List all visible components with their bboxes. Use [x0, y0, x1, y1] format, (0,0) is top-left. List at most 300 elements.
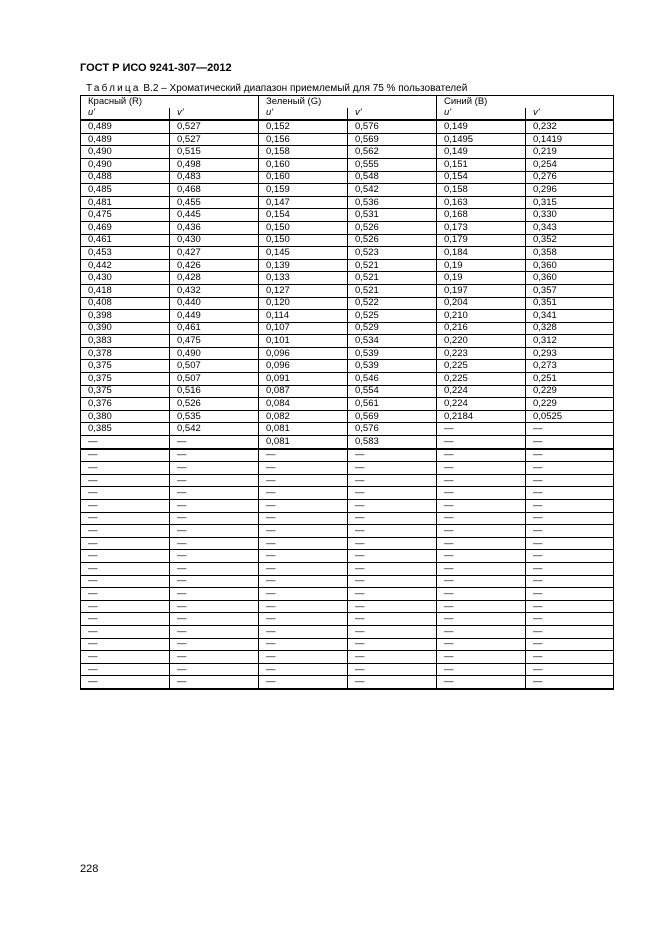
table-cell: 0,229	[526, 398, 614, 411]
table-cell: —	[81, 638, 170, 651]
table-cell: 0,534	[348, 335, 437, 348]
table-cell: 0,583	[348, 436, 437, 449]
table-cell: 0,576	[348, 120, 437, 133]
table-cell: 0,526	[170, 398, 259, 411]
table-cell: —	[526, 462, 614, 475]
table-cell: —	[437, 613, 526, 626]
table-row	[81, 462, 614, 475]
table-cell: 0,430	[170, 234, 259, 247]
table-cell: —	[526, 423, 614, 436]
table-cell: 0,453	[81, 247, 170, 260]
table-cell: —	[437, 625, 526, 638]
table-cell: —	[170, 525, 259, 538]
table-cell: —	[526, 487, 614, 500]
table-cell: 0,082	[259, 410, 348, 423]
table-cell: 0,229	[526, 385, 614, 398]
table-row	[81, 449, 614, 462]
table-cell: 0,133	[259, 272, 348, 285]
table-cell: 0,489	[81, 120, 170, 133]
table-cell: —	[170, 500, 259, 513]
table-cell: 0,445	[170, 209, 259, 222]
table-cell: 0,114	[259, 310, 348, 323]
table-cell: —	[81, 500, 170, 513]
table-cell: 0,150	[259, 234, 348, 247]
table-cell: 0,490	[81, 146, 170, 159]
table-cell: —	[526, 474, 614, 487]
chromaticity-table	[80, 95, 614, 690]
table-cell: 0,163	[437, 196, 526, 209]
table-cell: —	[348, 500, 437, 513]
table-row	[81, 474, 614, 487]
table-cell: —	[81, 613, 170, 626]
table-cell: 0,375	[81, 373, 170, 386]
table-cell: —	[348, 651, 437, 664]
table-cell: —	[526, 663, 614, 676]
table-cell: 0,483	[170, 171, 259, 184]
table-cell: 0,084	[259, 398, 348, 411]
table-cell: 0,158	[437, 184, 526, 197]
table-cell: 0,351	[526, 297, 614, 310]
table-cell: 0,507	[170, 360, 259, 373]
table-cell: 0,516	[170, 385, 259, 398]
table-cell: 0,475	[170, 335, 259, 348]
table-cell: —	[170, 676, 259, 689]
table-cell: —	[81, 562, 170, 575]
table-cell: —	[437, 651, 526, 664]
table-cell: —	[437, 500, 526, 513]
table-cell: 0,168	[437, 209, 526, 222]
table-row	[81, 133, 614, 146]
table-cell: —	[259, 550, 348, 563]
table-row	[81, 247, 614, 260]
table-cell: 0,527	[170, 133, 259, 146]
subheader-row	[81, 108, 614, 121]
table-cell: —	[81, 575, 170, 588]
table-cell: 0,091	[259, 373, 348, 386]
table-cell: —	[526, 625, 614, 638]
table-cell: —	[526, 575, 614, 588]
table-cell: —	[170, 449, 259, 462]
table-cell: —	[170, 537, 259, 550]
table-cell: 0,461	[170, 322, 259, 335]
table-cell: 0,341	[526, 310, 614, 323]
table-cell: —	[348, 550, 437, 563]
table-cell: —	[81, 462, 170, 475]
table-cell: 0,224	[437, 398, 526, 411]
table-cell: 0,328	[526, 322, 614, 335]
table-cell: —	[526, 512, 614, 525]
table-cell: —	[170, 550, 259, 563]
table-row	[81, 234, 614, 247]
table-cell: —	[437, 512, 526, 525]
table-cell: 0,481	[81, 196, 170, 209]
table-cell: 0,475	[81, 209, 170, 222]
table-cell: 0,548	[348, 171, 437, 184]
table-row	[81, 184, 614, 197]
table-row	[81, 613, 614, 626]
table-cell: 0,147	[259, 196, 348, 209]
table-row	[81, 410, 614, 423]
table-cell: 0,151	[437, 158, 526, 171]
table-cell: 0,296	[526, 184, 614, 197]
table-cell: 0,383	[81, 335, 170, 348]
table-cell: 0,087	[259, 385, 348, 398]
table-cell: —	[259, 613, 348, 626]
table-cell: 0,19	[437, 272, 526, 285]
table-row	[81, 600, 614, 613]
table-cell: 0,428	[170, 272, 259, 285]
table-cell: —	[348, 487, 437, 500]
table-cell: 0,225	[437, 360, 526, 373]
table-cell: 0,408	[81, 297, 170, 310]
subheader-green-u: u'	[259, 108, 348, 121]
table-cell: 0,546	[348, 373, 437, 386]
table-cell: 0,525	[348, 310, 437, 323]
table-row	[81, 259, 614, 272]
table-cell: 0,485	[81, 184, 170, 197]
table-cell: 0,179	[437, 234, 526, 247]
table-cell: 0,461	[81, 234, 170, 247]
table-cell: 0,220	[437, 335, 526, 348]
table-cell: 0,490	[170, 347, 259, 360]
table-cell: —	[348, 449, 437, 462]
table-cell: 0,360	[526, 272, 614, 285]
table-cell: 0,150	[259, 221, 348, 234]
table-row	[81, 322, 614, 335]
table-row	[81, 575, 614, 588]
caption-label: Таблица	[86, 83, 141, 94]
table-cell: 0,360	[526, 259, 614, 272]
table-cell: 0,210	[437, 310, 526, 323]
table-cell: —	[526, 525, 614, 538]
table-row	[81, 158, 614, 171]
table-cell: 0,149	[437, 146, 526, 159]
table-cell: —	[170, 562, 259, 575]
table-cell: 0,081	[259, 423, 348, 436]
table-cell: 0,561	[348, 398, 437, 411]
table-cell: —	[348, 588, 437, 601]
table-cell: —	[437, 487, 526, 500]
table-cell: —	[348, 525, 437, 538]
table-cell: 0,276	[526, 171, 614, 184]
table-cell: 0,081	[259, 436, 348, 449]
subheader-red-u: u'	[81, 108, 170, 121]
table-cell: 0,527	[170, 120, 259, 133]
table-cell: —	[437, 537, 526, 550]
table-cell: 0,173	[437, 221, 526, 234]
table-cell: —	[259, 638, 348, 651]
table-cell: —	[81, 525, 170, 538]
table-cell: —	[170, 462, 259, 475]
table-cell: 0,380	[81, 410, 170, 423]
table-row	[81, 335, 614, 348]
table-cell: —	[348, 462, 437, 475]
table-cell: 0,521	[348, 259, 437, 272]
table-row	[81, 373, 614, 386]
table-cell: —	[259, 575, 348, 588]
table-cell: 0,385	[81, 423, 170, 436]
table-cell: 0,357	[526, 284, 614, 297]
table-row	[81, 310, 614, 323]
table-cell: —	[259, 625, 348, 638]
table-cell: —	[81, 487, 170, 500]
table-cell: 0,149	[437, 120, 526, 133]
table-cell: —	[170, 474, 259, 487]
table-cell: —	[81, 449, 170, 462]
table-cell: 0,127	[259, 284, 348, 297]
table-cell: —	[437, 474, 526, 487]
table-row	[81, 562, 614, 575]
table-cell: 0,489	[81, 133, 170, 146]
table-cell: —	[526, 588, 614, 601]
table-cell: —	[259, 525, 348, 538]
table-cell: —	[437, 436, 526, 449]
table-cell: —	[259, 663, 348, 676]
table-cell: 0,523	[348, 247, 437, 260]
table-cell: 0,542	[348, 184, 437, 197]
table-row	[81, 500, 614, 513]
table-cell: 0,160	[259, 158, 348, 171]
table-cell: 0,449	[170, 310, 259, 323]
table-cell: —	[259, 512, 348, 525]
table-cell: 0,139	[259, 259, 348, 272]
table-cell: 0,232	[526, 120, 614, 133]
table-cell: 0,521	[348, 284, 437, 297]
table-cell: 0,539	[348, 360, 437, 373]
table-cell: —	[526, 651, 614, 664]
table-cell: —	[437, 676, 526, 689]
table-cell: 0,555	[348, 158, 437, 171]
table-cell: 0,378	[81, 347, 170, 360]
table-cell: —	[437, 423, 526, 436]
table-cell: —	[170, 613, 259, 626]
table-cell: 0,376	[81, 398, 170, 411]
table-cell: 0,418	[81, 284, 170, 297]
table-row	[81, 676, 614, 689]
table-cell: 0,488	[81, 171, 170, 184]
table-cell: 0,468	[170, 184, 259, 197]
table-cell: 0,315	[526, 196, 614, 209]
table-cell: 0,251	[526, 373, 614, 386]
table-cell: 0,219	[526, 146, 614, 159]
table-cell: 0,542	[170, 423, 259, 436]
table-cell: 0,521	[348, 272, 437, 285]
subheader-red-v: v'	[170, 108, 259, 121]
table-cell: —	[437, 588, 526, 601]
table-cell: 0,436	[170, 221, 259, 234]
table-cell: —	[526, 537, 614, 550]
table-cell: 0,526	[348, 221, 437, 234]
table-cell: 0,507	[170, 373, 259, 386]
table-cell: —	[81, 512, 170, 525]
table-cell: —	[526, 600, 614, 613]
table-row	[81, 360, 614, 373]
table-cell: 0,390	[81, 322, 170, 335]
group-header-green: Зеленый (G)	[259, 96, 437, 108]
table-cell: 0,430	[81, 272, 170, 285]
table-cell: —	[259, 500, 348, 513]
subheader-blue-v: v'	[526, 108, 614, 121]
table-row	[81, 487, 614, 500]
caption-text: В.2 – Хроматический диапазон приемлемый для 75 % пользователей	[143, 83, 468, 94]
table-cell: 0,096	[259, 347, 348, 360]
table-cell: —	[348, 537, 437, 550]
table-cell: —	[526, 436, 614, 449]
table-cell: —	[170, 651, 259, 664]
table-cell: 0,536	[348, 196, 437, 209]
table-cell: 0,515	[170, 146, 259, 159]
table-row	[81, 297, 614, 310]
table-cell: 0,398	[81, 310, 170, 323]
table-cell: 0,569	[348, 410, 437, 423]
table-cell: —	[81, 600, 170, 613]
table-cell: 0,562	[348, 146, 437, 159]
table-cell: 0,312	[526, 335, 614, 348]
document-header: ГОСТ Р ИСО 9241-307—2012	[80, 62, 232, 74]
table-cell: —	[437, 575, 526, 588]
table-caption	[86, 83, 467, 94]
table-cell: —	[170, 663, 259, 676]
table-row	[81, 625, 614, 638]
table-cell: —	[526, 500, 614, 513]
table-cell: —	[259, 588, 348, 601]
table-cell: —	[170, 625, 259, 638]
table-cell: 0,107	[259, 322, 348, 335]
table-cell: 0,223	[437, 347, 526, 360]
table-cell: —	[526, 676, 614, 689]
table-cell: 0,096	[259, 360, 348, 373]
table-cell: —	[170, 575, 259, 588]
table-cell: —	[81, 651, 170, 664]
table-cell: —	[81, 663, 170, 676]
table-cell: 0,293	[526, 347, 614, 360]
table-cell: —	[259, 676, 348, 689]
table-cell: —	[81, 550, 170, 563]
subheader-green-v: v'	[348, 108, 437, 121]
table-cell: 0,529	[348, 322, 437, 335]
table-row	[81, 638, 614, 651]
table-cell: 0,554	[348, 385, 437, 398]
table-cell: —	[170, 436, 259, 449]
table-row	[81, 525, 614, 538]
page-number: 228	[80, 863, 99, 875]
table-cell: —	[437, 638, 526, 651]
table-cell: 0,427	[170, 247, 259, 260]
table-cell: 0,160	[259, 171, 348, 184]
table-cell: 0,152	[259, 120, 348, 133]
table-row	[81, 221, 614, 234]
table-cell: —	[259, 562, 348, 575]
table-cell: 0,204	[437, 297, 526, 310]
table-cell: —	[348, 625, 437, 638]
table-cell: 0,101	[259, 335, 348, 348]
table-cell: 0,19	[437, 259, 526, 272]
table-row	[81, 284, 614, 297]
table-cell: —	[259, 487, 348, 500]
table-cell: 0,358	[526, 247, 614, 260]
table-row	[81, 550, 614, 563]
table-row	[81, 209, 614, 222]
table-cell: 0,576	[348, 423, 437, 436]
table-cell: 0,535	[170, 410, 259, 423]
group-header-row	[81, 96, 614, 108]
table-cell: —	[348, 575, 437, 588]
table-cell: 0,184	[437, 247, 526, 260]
table-cell: —	[437, 525, 526, 538]
table-cell: 0,442	[81, 259, 170, 272]
table-cell: 0,1419	[526, 133, 614, 146]
table-row	[81, 423, 614, 436]
table-cell: —	[81, 625, 170, 638]
table-cell: 0,352	[526, 234, 614, 247]
table-cell: 0,498	[170, 158, 259, 171]
table-cell: 0,330	[526, 209, 614, 222]
table-cell: —	[526, 562, 614, 575]
table-cell: —	[348, 638, 437, 651]
table-row	[81, 146, 614, 159]
table-cell: —	[259, 474, 348, 487]
table-cell: 0,154	[259, 209, 348, 222]
table-cell: 0,273	[526, 360, 614, 373]
table-row	[81, 196, 614, 209]
table-cell: —	[81, 474, 170, 487]
table-cell: —	[81, 436, 170, 449]
table-cell: 0,2184	[437, 410, 526, 423]
table-cell: —	[259, 537, 348, 550]
table-cell: —	[81, 588, 170, 601]
table-cell: 0,539	[348, 347, 437, 360]
table-row	[81, 537, 614, 550]
table-row	[81, 663, 614, 676]
table-cell: 0,455	[170, 196, 259, 209]
table-cell: —	[81, 537, 170, 550]
table-row	[81, 436, 614, 449]
table-cell: 0,490	[81, 158, 170, 171]
table-cell: 0,224	[437, 385, 526, 398]
table-cell: 0,426	[170, 259, 259, 272]
table-row	[81, 171, 614, 184]
table-cell: 0,522	[348, 297, 437, 310]
table-row	[81, 347, 614, 360]
table-cell: —	[348, 613, 437, 626]
table-cell: —	[348, 512, 437, 525]
table-cell: 0,375	[81, 385, 170, 398]
table-cell: 0,375	[81, 360, 170, 373]
table-cell: —	[170, 638, 259, 651]
table-cell: —	[170, 487, 259, 500]
table-cell: 0,154	[437, 171, 526, 184]
table-cell: —	[170, 600, 259, 613]
table-cell: —	[259, 449, 348, 462]
table-cell: —	[526, 550, 614, 563]
table-cell: —	[348, 676, 437, 689]
table-cell: 0,158	[259, 146, 348, 159]
group-header-blue: Синий (B)	[437, 96, 614, 108]
table-cell: —	[526, 613, 614, 626]
table-cell: —	[259, 651, 348, 664]
table-cell: —	[348, 562, 437, 575]
table-cell: —	[259, 462, 348, 475]
table-cell: 0,225	[437, 373, 526, 386]
table-cell: —	[437, 449, 526, 462]
table-cell: 0,531	[348, 209, 437, 222]
table-cell: 0,1495	[437, 133, 526, 146]
table-cell: —	[526, 449, 614, 462]
table-cell: 0,216	[437, 322, 526, 335]
table-cell: 0,254	[526, 158, 614, 171]
table-cell: 0,197	[437, 284, 526, 297]
table-cell: —	[259, 600, 348, 613]
